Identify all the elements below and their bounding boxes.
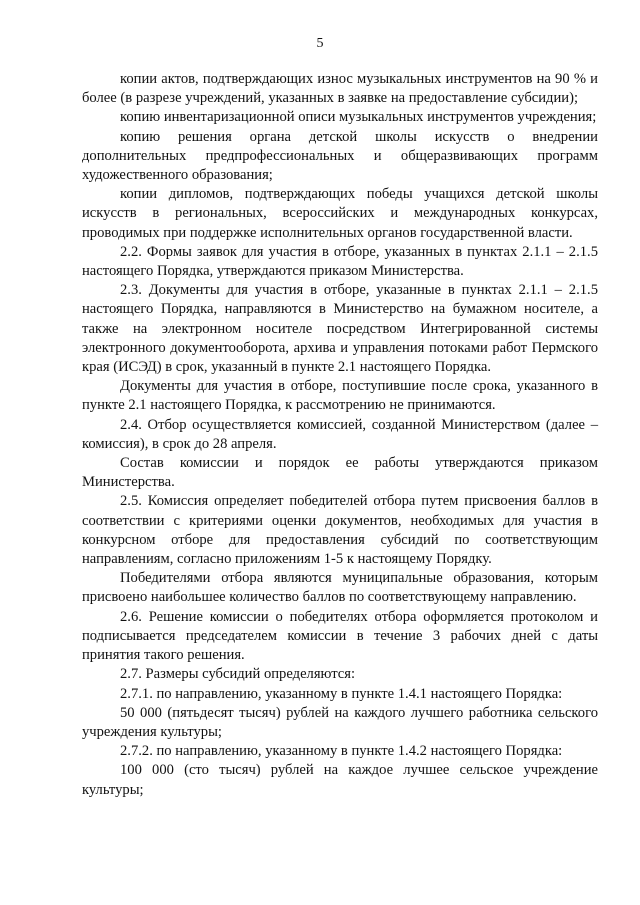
- paragraph-late-documents: Документы для участия в отборе, поступившие после срока, указанного в пункте 2.1 настоящего Порядка, к рассмотрению не принимаются.: [82, 378, 598, 414]
- paragraph-2-6: 2.6. Решение комиссии о победителях отбора оформляется протоколом и подписывается председателем комиссии в течение 3 рабочих дней с даты принятия такого решения.: [82, 608, 598, 664]
- paragraph-winners: Победителями отбора являются муниципальные образования, которым присвоено наибольшее количество баллов по соответствующему направлению.: [82, 570, 598, 606]
- paragraph-music-instruments-wear: копии актов, подтверждающих износ музыкальных инструментов на 90 % и более (в разрезе учреждений, указанных в заявке на предоставление субсидии);: [82, 71, 598, 107]
- paragraph-commission-composition: Состав комиссии и порядок ее работы утверждаются приказом Министерства.: [82, 455, 598, 491]
- paragraph-2-7-1: 2.7.1. по направлению, указанному в пункте 1.4.1 настоящего Порядка:: [120, 685, 563, 702]
- paragraph-school-decision: копию решения органа детской школы искусств о внедрении дополнительных предпрофессиональных и общеразвивающих программ художественного образования;: [82, 128, 598, 184]
- paragraph-diplomas: копии дипломов, подтверждающих победы учащихся детской школы искусств в региональных, всероссийских и международных конкурсах, проводимых при поддержке исполнительных органов государственной власти.: [82, 186, 598, 241]
- document-body: [82, 70, 598, 800]
- page-number: 5: [316, 36, 324, 51]
- paragraph-2-2: 2.2. Формы заявок для участия в отборе, указанных в пунктах 2.1.1 – 2.1.5 настоящего Порядка, утверждаются приказом Министерства.: [82, 243, 598, 280]
- paragraph-inventory: копию инвентаризационной описи музыкальных инструментов учреждения;: [120, 109, 597, 126]
- paragraph-2-3: 2.3. Документы для участия в отборе, указанные в пунктах 2.1.1 – 2.1.5 настоящего Порядка, направляются в Министерство на бумажном носителе, а также на электронном носителе посредством Интегрированной системы электронного документооборота, архива и управления потоками работ Пермского края (ИСЭД) в срок, указанный в пункте 2.1 настоящего Порядка.: [82, 282, 598, 376]
- paragraph-2-7: 2.7. Размеры субсидий определяются:: [120, 666, 356, 683]
- paragraph-amount-worker: 50 000 (пятьдесят тысяч) рублей на каждого лучшего работника сельского учреждения культуры;: [82, 704, 598, 740]
- paragraph-amount-institution: 100 000 (сто тысяч) рублей на каждое лучшее сельское учреждение культуры;: [82, 762, 598, 798]
- paragraph-2-4: 2.4. Отбор осуществляется комиссией, созданной Министерством (далее – комиссия), в срок до 28 апреля.: [82, 416, 598, 452]
- paragraph-2-7-2: 2.7.2. по направлению, указанному в пункте 1.4.2 настоящего Порядка:: [120, 743, 563, 760]
- paragraph-2-5: 2.5. Комиссия определяет победителей отбора путем присвоения баллов в соответствии с критериями оценки документов, необходимых для участия в конкурсном отборе для предоставления субсидий по соответствующим направлениям, согласно приложениям 1-5 к настоящему Порядку.: [82, 493, 598, 568]
